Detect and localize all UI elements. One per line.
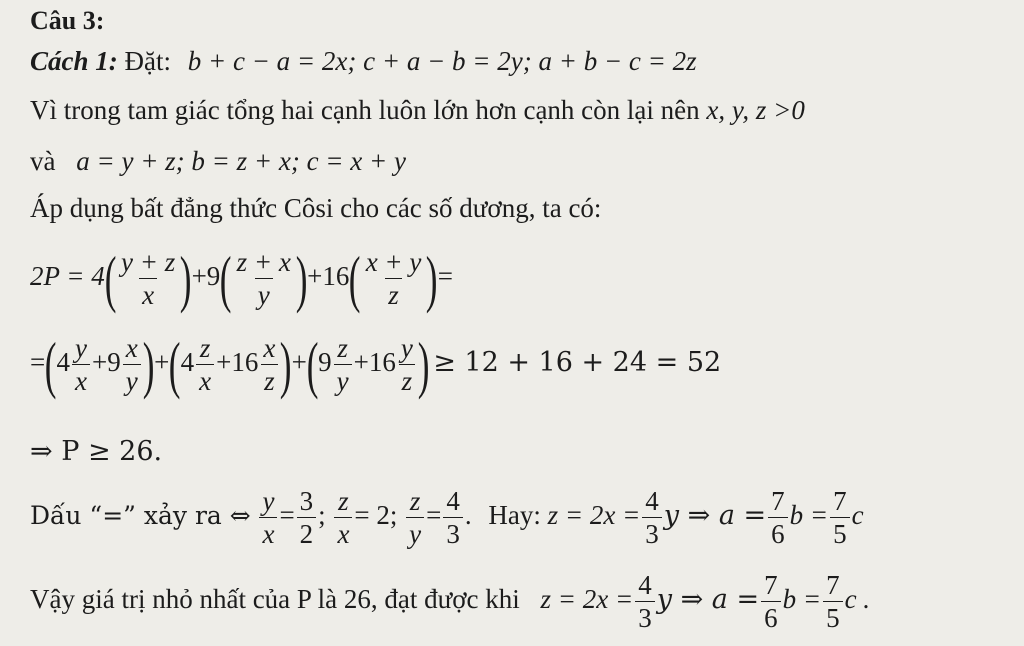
and-word: và [30,146,56,176]
side-relations-line [30,148,406,175]
paren-close: ) [180,243,192,314]
equality-line: Dấu “=” xảy ra ⇔ $\frac{y}{x}$ = $\frac{3}{2}$ ; $\frac{z}{x}$ = 2; $\frac{z}{y}$ = $\frac{4}{3}$ . Hay: z = 2x = $\frac{4}{3}$ y ⇒ a = $\frac{7}{6}$ b = $\frac{7}{5}$ c [30,486,864,549]
conclusion-text: Vậy giá trị nhỏ nhất của P là 26, đạt được khi [30,584,520,615]
equation-cauchy: =(4 $\frac{y}{x}$ +9 $\frac{x}{y}$ )+(4 $\frac{z}{x}$ +16 $\frac{x}{z}$ )+(9 $\frac{z}{y}$ +16 $\frac{y}{z}$ ) ≥ 12 + 16 + 24 = 52 [30,329,722,400]
apply-line: Áp dụng bất đẳng thức Côsi cho các số dương, ta có: [30,193,602,223]
side-relations-expr: a = y + z; b = z + x; c = x + y [76,146,406,176]
fraction: $\frac{y}{x}$ [259,488,277,548]
eq1-lhs: 2P = 4 [30,261,105,292]
fraction: $\frac{7}{5}$ [830,488,850,548]
fraction: $\frac{x + y}{z}$ [365,247,422,310]
fraction: $\frac{z}{y}$ [334,335,352,395]
implies-line: ⇒ P ≥ 26. [30,436,163,467]
fraction: $\frac{7}{6}$ [761,572,781,632]
fraction: $\frac{4}{3}$ [642,488,662,548]
fraction: $\frac{y}{x}$ [72,335,90,395]
conclusion-line: Vậy giá trị nhỏ nhất của P là 26, đạt được khi z = 2x = $\frac{4}{3}$ y ⇒ a = $\frac{7}{6}$ b = $\frac{7}{5}$ c . [30,570,871,633]
eq2-result: ≥ 12 + 16 + 24 = 52 [433,347,722,379]
equation-2p: 2P = 4( $\frac{y + z}{x}$ )+9( $\frac{z + x}{y}$ )+16( $\frac{x + y}{z}$ )= [30,243,453,314]
fraction: $\frac{7}{5}$ [823,572,843,632]
equality-label: Dấu “=” xảy ra ⇔ [30,501,251,531]
fraction: $\frac{z}{x}$ [334,488,352,548]
paren-open: ( [104,243,117,314]
question-heading: Câu 3: [30,6,105,35]
fraction: $\frac{z}{x}$ [196,335,214,395]
method-label: Cách 1: [30,46,118,76]
substitution-expr: b + c − a = 2x; c + a − b = 2y; a + b − c = 2z [187,46,697,76]
fraction: $\frac{z}{y}$ [406,488,424,548]
fraction: $\frac{4}{3}$ [635,572,655,632]
positivity-expr: x, y, z >0 [706,95,805,125]
method-line [30,48,697,75]
fraction: $\frac{x}{y}$ [123,335,141,395]
fraction: $\frac{y + z}{x}$ [121,247,176,310]
hay-word: Hay: [488,500,541,531]
fraction: $\frac{4}{3}$ [443,488,463,548]
set-word: Đặt: [124,46,171,76]
fraction: $\frac{y}{z}$ [398,335,416,395]
fraction: $\frac{x}{z}$ [260,335,278,395]
fraction: $\frac{z + x}{y}$ [236,247,291,310]
triangle-text: Vì trong tam giác tổng hai cạnh luôn lớn hơn cạnh còn lại nên [30,95,700,125]
triangle-line [30,97,805,124]
fraction: $\frac{3}{2}$ [297,488,317,548]
fraction: $\frac{7}{6}$ [768,488,788,548]
